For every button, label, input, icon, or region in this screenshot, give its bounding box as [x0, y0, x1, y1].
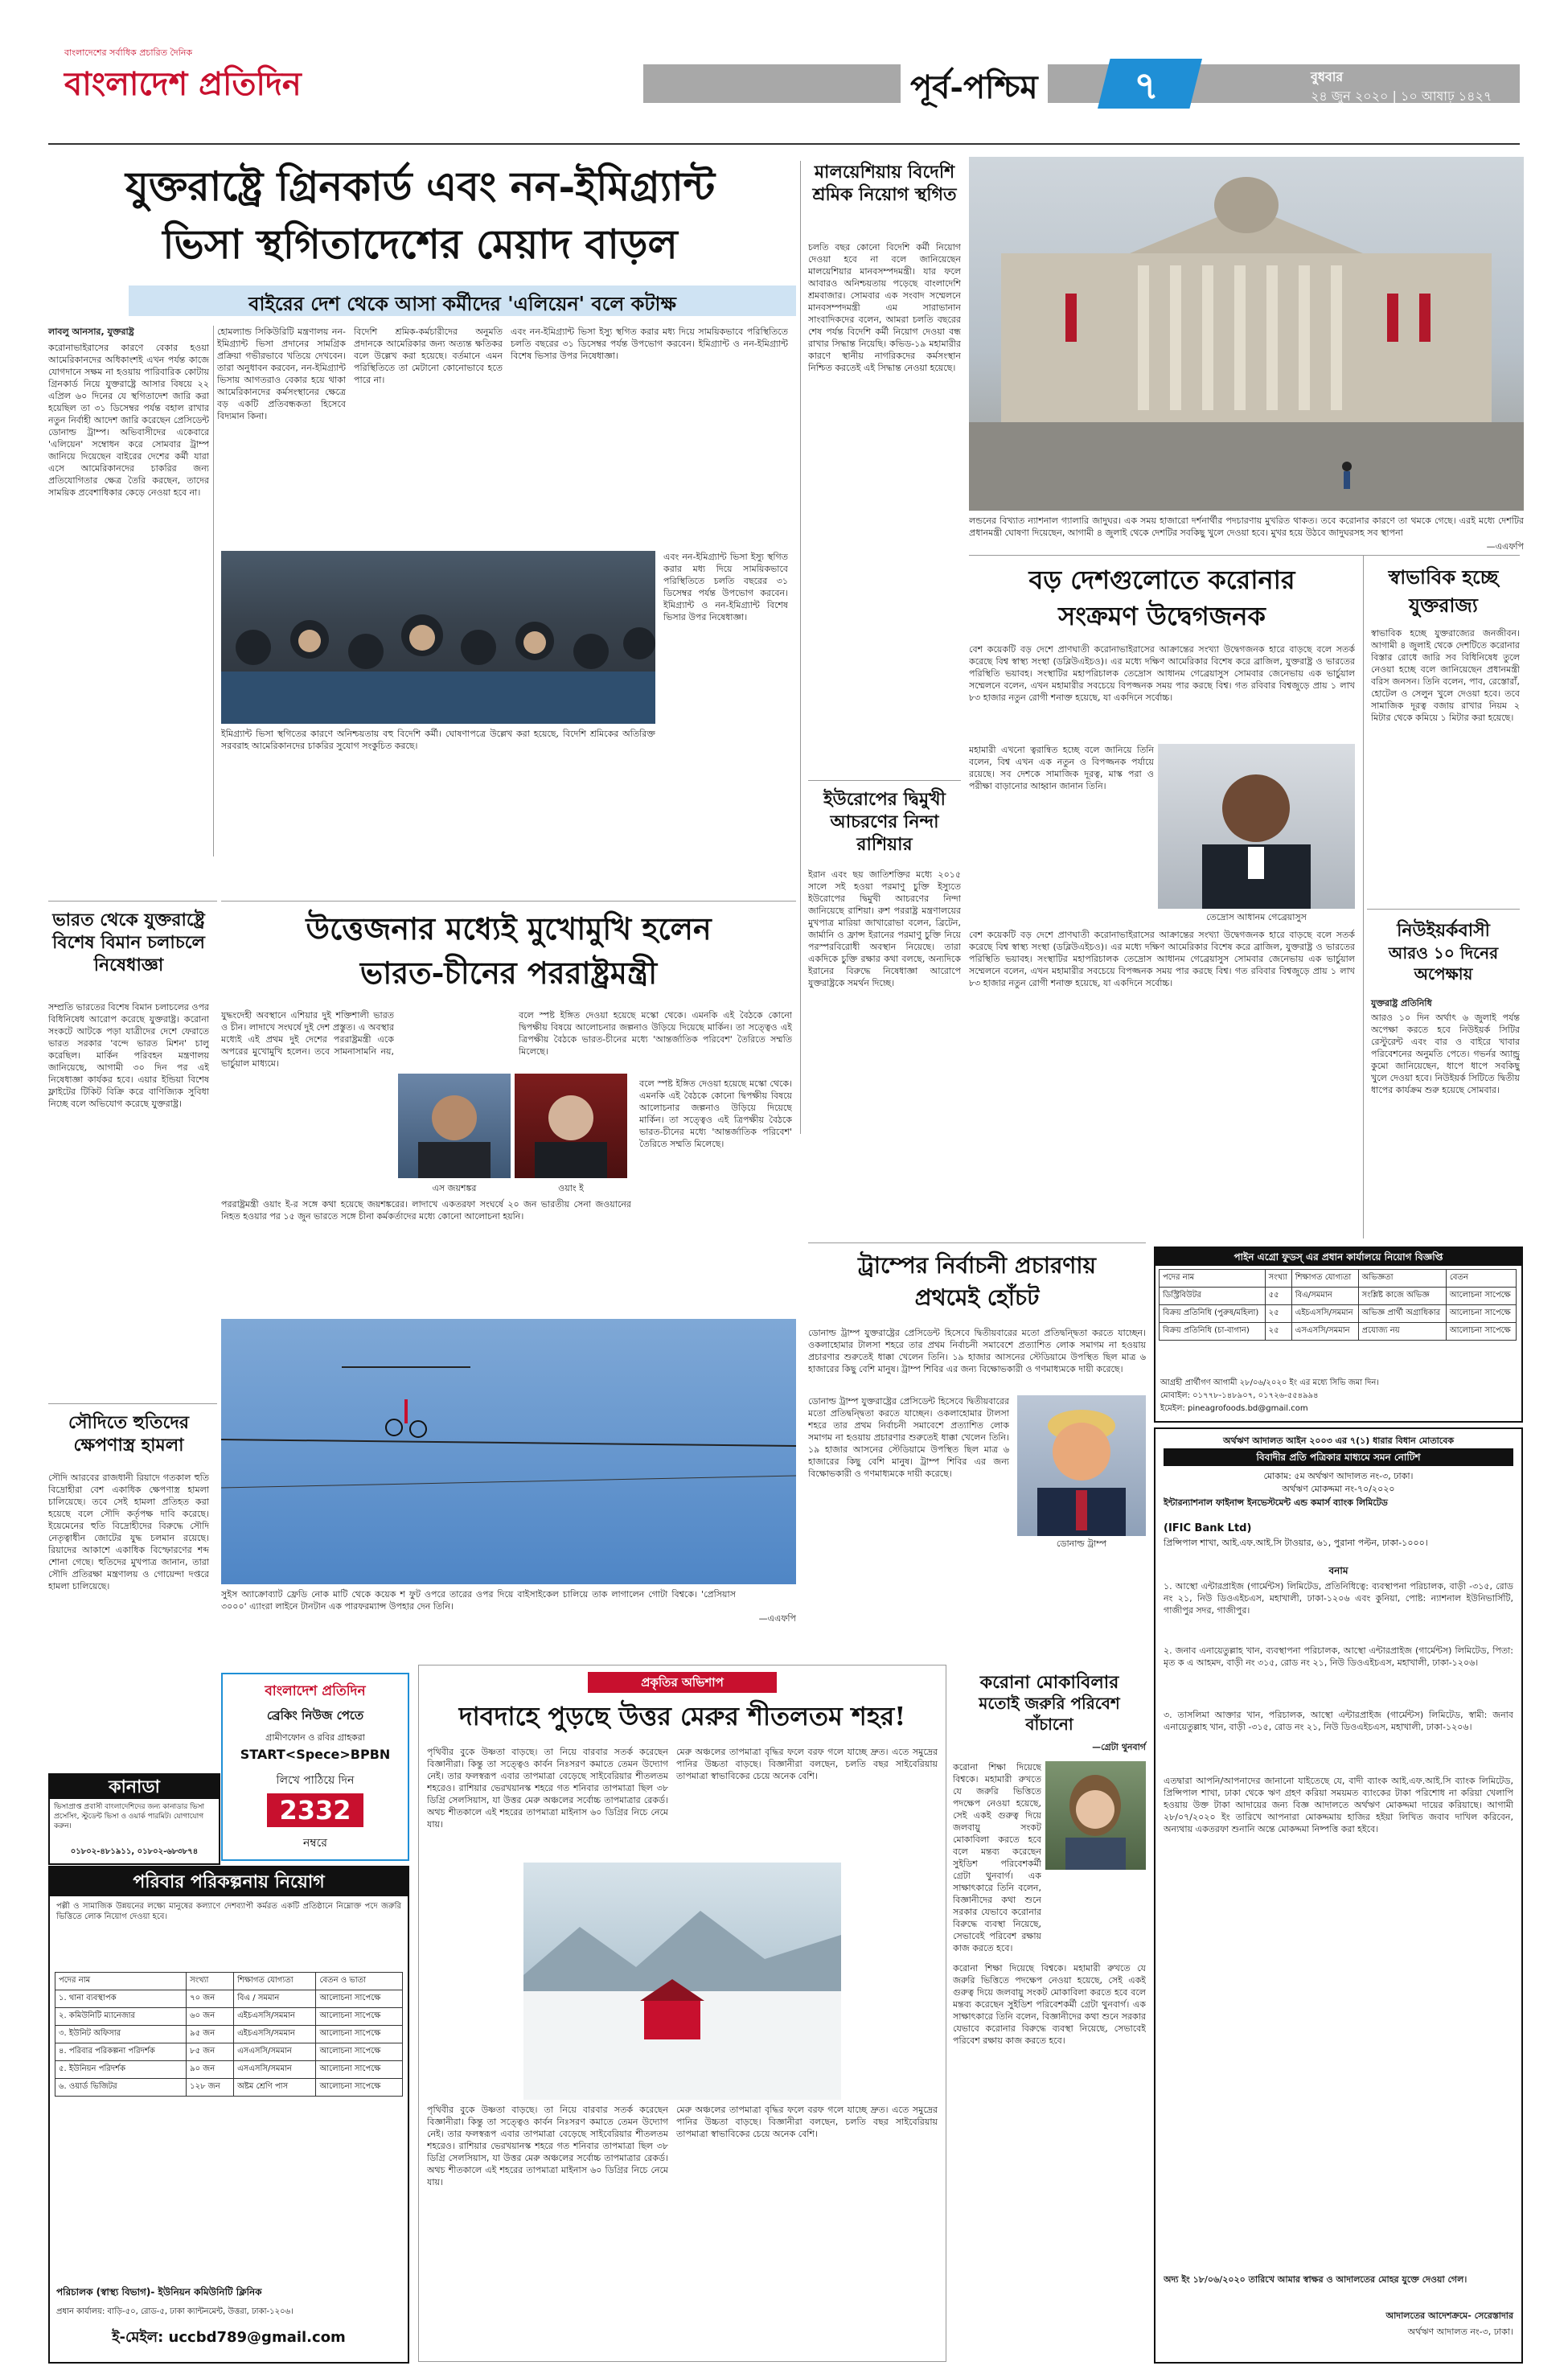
lead-headline-2: ভিসা স্থগিতাদেশের মেয়াদ বাড়ল: [162, 220, 678, 268]
trump-caption: ডোনাল্ড ট্রাম্প: [1056, 1538, 1107, 1549]
india-china-body-2: বলে স্পষ্ট ইঙ্গিত দেওয়া হয়েছে মস্কো থেকে। এমনকি এই বৈঠকে কোনো দ্বিপক্ষীয় বিষয়ে আলোচনার জল্পনাও উড়িয়ে দিয়েছে মার্কিন। তা সত্ত্বেও এই ত্রিপক্ষীয় বৈঠকে ভারত-চীনের মধ্যে 'আন্তর্জাতিক পরিবেশ' তৈরিতে সম্মতি মিলেছে।: [519, 1010, 792, 1057]
who-headline-1: বড় দেশগুলোতে করোনার: [1028, 565, 1295, 595]
table-cell: অষ্টম শ্রেণি পাস: [234, 2079, 316, 2097]
legal-defendant-2: ২. জনাব এনায়েতুল্লাহ খান, ব্যবস্থাপনা পরিচালক, আস্থো এন্টারপ্রাইজ (গার্মেন্টস) লিমিটেড, পিতা: মৃত ক এ আহমদ, বাড়ী নং ৩১৫, রোড নং ২১, নিউ ডিওএইচএস, মহাখালী, ঢাকা-১২০৬।: [1164, 1645, 1513, 1668]
who-body-col1: মহামারী এখনো ত্বরান্বিত হচ্ছে বলে জানিয়ে তিনি বলেন, বিশ্ব এখন এক নতুন ও বিপজ্জনক পর্যায়ে রয়েছে। সব দেশকে সামাজিক দূরত্ব, মাস্ক পরা ও পরীক্ষা বাড়ানোর আহ্বান জানান তিনি।: [969, 745, 1154, 791]
gallery-credit: —এএফপি: [1486, 541, 1524, 552]
promo-line1: ব্রেকিং নিউজ পেতে: [266, 1708, 364, 1723]
crowd-photo-caption: ইমিগ্র্যান্ট ভিসা স্থগিতের কারণে অনিশ্চয়তায় বহু বিদেশি কর্মী। ঘোষণাপত্রে উল্লেখ করা হয়েছে, বিদেশি শ্রমিকের অতিরিক্ত সরবরাহ আমেরিকানদের চাকরির সুযোগ সংকুচিত করছে।: [221, 729, 655, 751]
promo-number: 2332: [267, 1793, 363, 1827]
crowd-photo: [221, 551, 655, 724]
canada-body: ভিসাপ্রাপ্ত প্রবাসী বাংলাদেশিদের জন্য কানাডার ভিসা প্রসেসিং, স্টুডেন্ট ভিসা ও ওয়ার্ক পারমিট। যোগাযোগ করুন।: [54, 1803, 205, 1830]
table-cell: ৫৫: [1265, 1288, 1291, 1305]
table-cell: ২৫: [1265, 1305, 1291, 1323]
table-cell: আলোচনা সাপেক্ষে: [316, 2008, 403, 2026]
table-cell: ৯৫ জন: [187, 2026, 234, 2043]
india-china-body-1: যুদ্ধংদেহী অবস্থানে এশিয়ার দুই শক্তিশালী ভারত ও চীন। লাদাখে সংঘর্ষে দুই দেশ প্রস্তুত। এ অবস্থার মধ্যেই এই প্রথম দুই দেশের পররাষ্ট্রমন্ত্রী একে অপরের মুখোমুখি হলেন। তবে সামনাসামনি নয়, ভার্চুয়াল মাধ্যমে।: [221, 1010, 394, 1069]
greta-headline-1: করোনা মোকাবিলার: [979, 1672, 1119, 1693]
cyclist-caption: সুইস অ্যাক্রোব্যাট ফ্রেডি নোক মাটি থেকে কয়েক শ ফুট ওপরে তারের ওপর দিয়ে বাইসাইকেল চালিয়ে তাক লাগালেন গোটা বিশ্বকে। 'প্রেসিয়াস ৩০০০' এ্যাংরা লাইনে টানটান এক পারফরম্যান্স উপহার দেন তিনি।: [221, 1589, 736, 1612]
india-china-body-4: বলে স্পষ্ট ইঙ্গিত দেওয়া হয়েছে মস্কো থেকে। এমনকি এই বৈঠকে কোনো দ্বিপক্ষীয় বিষয়ে আলোচনার জল্পনাও উড়িয়ে দিয়েছে মার্কিন। তা সত্ত্বেও এই ত্রিপক্ষীয় বৈঠকে ভারত-চীনের মধ্যে 'আন্তর্জাতিক পরিবেশ' তৈরিতে সম্মতি মিলেছে।: [639, 1078, 792, 1149]
legal-date: অদ্য ইং ১৮/০৬/২০২০ তারিখে আমার স্বাক্ষর ও আদালতের মোহর যুক্তে দেওয়া গেল।: [1164, 2274, 1467, 2285]
table-row: [55, 2008, 403, 2026]
masthead-divider: [48, 143, 1520, 145]
pine-agro-ad: [1154, 1247, 1523, 1423]
table-cell: আলোচনা সাপেক্ষে: [316, 1990, 403, 2008]
table-cell: এইচএসসি/সমমান: [1291, 1305, 1358, 1323]
ny-headline-1: নিউইয়র্কবাসী: [1397, 920, 1490, 941]
who-body: বেশ কয়েকটি বড় দেশে প্রাণঘাতী করোনাভাইরাসের আক্রান্তের সংখ্যা উদ্বেগজনক হারে বাড়ছে বলে সতর্ক করেছে বিশ্ব স্বাস্থ্য সংস্থা (ডব্লিউএইচও)। এর মধ্যে দক্ষিণ আমেরিকার বিশেষ করে ব্রাজিল, যুক্তরাষ্ট্র ও ভারতের পরিস্থিতি ভয়াবহ। সংস্থাটির মহাপরিচালক তেদ্রোস আধানম গেব্রেয়াসুস সোমবার জেনেভায় এক ভার্চুয়াল সম্মেলনে বলেন, এখন মহামারীর সবচেয়ে বিপজ্জনক সময় পার করছে বিশ্ব। গত রবিবার বিশ্বজুড়ে প্রায় ১ লাখ ৮৩ হাজার নতুন রোগী শনাক্ত হয়েছে, যা একদিনে সর্বোচ্চ।: [969, 644, 1355, 703]
crowd-illustration: [221, 551, 655, 724]
promo-line2: গ্রামীণফোন ও রবির গ্রাহকরা: [265, 1732, 365, 1743]
legal-plaintiff: ইন্টারন্যাশনাল ফাইনান্স ইনভেস্টমেন্ট এন্ড কমার্স ব্যাংক লিমিটেড: [1164, 1497, 1388, 1508]
table-header: শিক্ষাগত যোগ্যতা: [1291, 1270, 1358, 1288]
fp-address: প্রধান কার্যালয়: বাড়ি-৫০, রোড-৫, ঢাকা ক্যান্টনমেন্ট, উত্তরা, ঢাকা-১২০৬।: [56, 2307, 293, 2316]
table-cell: আলোচনা সাপেক্ষে: [1446, 1305, 1516, 1323]
table-cell: ৬. ওয়ার্ড ভিজিটর: [55, 2079, 187, 2097]
arctic-illustration: [523, 1863, 841, 2100]
jaishankar-photo: [398, 1074, 511, 1178]
india-usa-body: সম্প্রতি ভারতের বিশেষ বিমান চলাচলের ওপর বিধিনিষেধ আরোপ করেছে যুক্তরাষ্ট্র। করোনা সংকটে আটকে পড়া যাত্রীদের দেশে ফেরাতে ভারত সরকার 'বন্দে ভারত মিশন' চালু করেছিল। মার্কিন পরিবহন মন্ত্রণালয় জানিয়েছে, আগামী ৩০ দিন পর এই নিষেধাজ্ঞা কার্যকর হবে। এয়ার ইন্ডিয়া বিশেষ ফ্লাইটের টিকিট বিক্রি করে বাণিজ্যিক সুবিধা নিচ্ছে বলে অভিযোগ করেছে যুক্তরাষ্ট্র।: [48, 1002, 209, 1109]
table-header: সংখ্যা: [187, 1973, 234, 1990]
table-row: [1160, 1323, 1517, 1341]
greta-headline-2: মতোই জরুরি পরিবেশ বাঁচানো: [979, 1694, 1120, 1734]
table-header: বেতন ও ভাতা: [316, 1973, 403, 1990]
table-cell: আলোচনা সাপেক্ষে: [316, 2061, 403, 2079]
trump-headline-1: ট্রাম্পের নির্বাচনী প্রচারণায়: [858, 1252, 1096, 1279]
europe-russia-headline: ইউরোপের দ্বিমুখী আচরণের নিন্দা রাশিয়ার: [823, 789, 946, 855]
logo-tagline: বাংলাদেশের সর্বাধিক প্রচারিত দৈনিক: [64, 47, 193, 58]
cyclist-credit: —এএফপি: [758, 1613, 796, 1624]
wang-yi-caption: ওয়াং ই: [558, 1183, 584, 1193]
table-row: [55, 2061, 403, 2079]
table-cell: অভিজ্ঞ প্রার্থী অগ্রাধিকার: [1358, 1305, 1446, 1323]
table-header: অভিজ্ঞতা: [1358, 1270, 1446, 1288]
saudi-body: সৌদি আরবের রাজধানী রিয়াদে গতকাল হুতি বিদ্রোহীরা বেশ একাধিক ক্ষেপণাস্ত্র হামলা চালিয়েছে। তবে সেই হামলা প্রতিহত করা হয়েছে বলে সৌদি কর্তৃপক্ষ দাবি করেছে। ইয়েমেনের হুতি বিদ্রোহীদের বিরুদ্ধে সৌদি নেতৃত্বাধীন জোটের যুদ্ধ চলমান রয়েছে। রিয়াদের আকাশে একাধিক বিস্ফোরণের শব্দ শোনা গেছে। হুতিদের মুখপাত্র জানান, তারা সৌদি প্রতিরক্ষা মন্ত্রণালয় ও গোয়েন্দা দপ্তরে হামলা চালিয়েছে।: [48, 1472, 209, 1592]
national-gallery-photo: [969, 157, 1524, 511]
table-cell: এইচএসসি/সমমান: [234, 2026, 316, 2043]
table-cell: বিক্রয় প্রতিনিধি (পুরুষ/মহিলা): [1160, 1305, 1266, 1323]
table-cell: ৪. পরিবার পরিকল্পনা পরিদর্শক: [55, 2043, 187, 2061]
table-cell: বিক্রয় প্রতিনিধি (চা-বাগান): [1160, 1323, 1266, 1341]
rule: [800, 161, 801, 1134]
tedros-caption: তেদ্রোস আধানম গেব্রেয়াসুস: [1206, 912, 1307, 922]
legal-defendant-3: ৩. তাসলিমা আক্তার খান, পরিচালক, আস্থো এন্টারপ্রাইজ (গার্মেন্টস) লিমিটেড, স্বামী: জনাব এনায়েতুল্লাহ খান, বাড়ী -৩১৫, রোড নং ২১, নিউ ডিওএইচএস, মহাখালী, ঢাকা-১২০৬।: [1164, 1710, 1513, 1732]
promo-line4: লিখে পাঠিয়ে দিন: [276, 1774, 355, 1787]
trump-body-col1: ডোনাল্ড ট্রাম্প যুক্তরাষ্ট্রের প্রেসিডেন্ট হিসেবে দ্বিতীয়বারের মতো প্রতিদ্বন্দ্বিতা করতে যাচ্ছেন। ওকলাহোমার টালসা শহরে তার প্রথম নির্বাচনী সমাবেশে প্রত্যাশিত লোক সমাগম না হওয়ায় প্রচারণার শুরুতেই ধাক্কা খেলেন তিনি। ১৯ হাজার আসনের স্টেডিয়ামে উপস্থিত ছিল মাত্র ৬ হাজারের কিছু বেশি মানুষ। ট্রাম্প শিবির এর জন্য বিক্ষোভকারী ও গণমাধ্যমকে দায়ী করেছে।: [808, 1396, 1009, 1479]
arctic-body-col1: পৃথিবীর বুকে উষ্ণতা বাড়ছে। তা নিয়ে বারবার সতর্ক করেছেন বিজ্ঞানীরা। কিন্তু তা সত্ত্বেও কার্বন নিঃসরণ কমাতে তেমন উদ্যোগ নেই। তার ফলস্বরূপ এবার তাপমাত্রা বেড়েছে সাইবেরিয়ার শীতলতম শহরেও। রাশিয়ার ভেরখয়ানস্ক শহরে গত শনিবার তাপমাত্রা ছিল ৩৮ ডিগ্রি সেলসিয়াস, যা উত্তর মেরু অঞ্চলের সর্বোচ্চ তাপমাত্রার রেকর্ড। অথচ শীতকালে এই শহরের তাপমাত্রা মাইনাস ৬০ ডিগ্রির নিচে নেমে যায়।: [427, 1747, 668, 1830]
lead-body-col5: এবং নন-ইমিগ্র্যান্ট ভিসা ইস্যু স্থগিত করার মধ্য দিয়ে সাময়িকভাবে পরিস্থিতিতে চলতি বছরের ৩১ ডিসেম্বর পর্যন্ত উপভোগ করবেন। ইমিগ্র্যান্ট ও নন-ইমিগ্র্যান্ট বিশেষ ভিসার উপর নিষেধাজ্ঞা।: [663, 552, 788, 622]
arctic-photo: [523, 1863, 841, 2100]
europe-russia-body: ইরান এবং ছয় জাতিশক্তির মধ্যে ২০১৫ সালে সই হওয়া পরমাণু চুক্তি ইস্যুতে ইউরোপের দ্বিমুখী আচরণের নিন্দা জানিয়েছে রাশিয়া। রুশ পররাষ্ট্র মন্ত্রণালয়ের মুখপাত্র মারিয়া জাখারোভা বলেন, ব্রিটেন, জার্মানি ও ফ্রান্স ইরানের পরমাণু চুক্তি নিয়ে পরস্পরবিরোধী অবস্থান নিয়েছে। তারা একদিকে চুক্তি রক্ষার কথা বলছে, অন্যদিকে ইরানের বিরুদ্ধে নিষেধাজ্ঞা আরোপে যুক্তরাষ্ট্রকে সমর্থন দিচ্ছে।: [808, 869, 961, 988]
ny-body: আরও ১০ দিন অর্থাৎ ৬ জুলাই পর্যন্ত অপেক্ষা করতে হবে নিউইয়র্ক সিটির রেস্টুরেন্ট এবং বার ও বাইরে খাবার পরিবেশনের অনুমতি পেতে। গভর্নর অ্যান্ড্রু কুমো জানিয়েছেন, ধাপে ধাপে সবকিছু খুলে দেওয়া হবে। নিউইয়র্ক সিটিতে দ্বিতীয় ধাপের কার্যক্রম শুরু হয়েছে সোমবার।: [1371, 1012, 1520, 1095]
pine-agro-title: পাইন এগ্রো ফুডস্ এর প্রধান কার্যালয়ে নিয়োগ বিজ্ঞপ্তি: [1155, 1248, 1521, 1266]
table-header: পদের নাম: [55, 1973, 187, 1990]
table-cell: এইচএসসি/সমমান: [234, 2008, 316, 2026]
who-headline-2: সংক্রমণ উদ্বেগজনক: [1058, 601, 1266, 631]
promo-line5: নম্বরে: [303, 1837, 327, 1850]
lead-body-col1: করোনাভাইরাসের কারণে বেকার হওয়া আমেরিকানদের অধিকাংশই এখন পর্যন্ত কাজে যোগদানে সক্ষম না হওয়ায় পারিবারিক কোটায় গ্রিনকার্ড নিয়ে যুক্তরাষ্ট্রে আসার বিষয়ে ২২ এপ্রিল ৬০ দিনের যে স্থগিতাদেশ জারি করা হয়েছিল তা ৩১ ডিসেম্বর পর্যন্ত বহাল রাখার নতুন নির্বাহী আদেশ জারি করেছেন প্রেসিডেন্ট ডোনাল্ড ট্রাম্প। অভিবাসীদের একেবারে 'এলিয়েন' সম্বোধন করে সোমবার ট্রাম্প জানিয়ে দিয়েছেন বাইরের দেশের কর্মী যারা এসে আমেরিকানদের চাকরির জন্য প্রতিযোগিতার ক্ষেত্র তৈরি করছেন, তাদের সাময়িক প্রবেশাধিকার কেড়ে নেওয়া হবে না।: [48, 343, 209, 498]
canada-phone: ০১৮০২-৪৮১৯১১, ০১৮০২-৬৮৩৮৭৪: [70, 1847, 199, 1856]
legal-body: এতদ্বারা আপনি/আপনাদের জানানো যাইতেছে যে, বাদী ব্যাংক আই.এফ.আই.সি ব্যাংক লিমিটেড, প্রিন্সিপাল শাখা, ঢাকা থেকে ঋণ গ্রহণ করিয়া সময়মত ব্যাংকের টাকা পরিশোধ না করিয়া খেলাপি হওয়ায় উক্ত টাকা আদায়ের জন্য বিজ্ঞ আদালতে অর্থঋণ মোকদ্দমা দায়ের করিয়াছে। আগামী ২৮/০৭/২০২০ ইং তারিখে আপনারা মোকদ্দমায় হাজির হইয়া লিখিত জবাব দাখিল করিবেন, অন্যথায় একতরফা শুনানি অন্তে মোকদ্দমা নিষ্পত্তি করা হইবে।: [1164, 1776, 1513, 1834]
fp-intro: পল্লী ও সামাজিক উন্নয়নের লক্ষ্যে মানুষের কল্যাণে দেশব্যাপী কর্মরত একটি প্রতিষ্ঠানে নিম্নোক্ত পদে জরুরি ভিত্তিতে লোক নিয়োগ দেওয়া হবে।: [56, 1902, 401, 1921]
gallery-illustration: [969, 157, 1524, 511]
greta-photo: [1045, 1761, 1146, 1870]
india-china-headline-2: ভারত-চীনের পররাষ্ট্রমন্ত্রী: [359, 955, 658, 991]
trump-headline-2: প্রথমেই হোঁচট: [914, 1284, 1040, 1311]
table-cell: আলোচনা সাপেক্ষে: [316, 2043, 403, 2061]
table-header: শিক্ষাগত যোগ্যতা: [234, 1973, 316, 1990]
table-cell: ৭০ জন: [187, 1990, 234, 2008]
legal-subtitle: বিবাদীর প্রতি পত্রিকার মাধ্যমে সমন নোটিশ: [1164, 1448, 1513, 1466]
table-cell: বিএ / সমমান: [234, 1990, 316, 2008]
rule: [1367, 909, 1520, 910]
table-cell: এসএসসি/সমমান: [234, 2043, 316, 2061]
promo-keyword: START<Spece>BPBN: [240, 1747, 391, 1762]
rule: [969, 555, 1520, 556]
rule: [221, 901, 796, 902]
arctic-box: [418, 1665, 946, 2362]
fp-table: [55, 1972, 403, 2097]
family-planning-ad: [48, 1866, 409, 2364]
canada-ad: [48, 1773, 220, 1865]
rule: [1363, 555, 1364, 1238]
arctic-body-col2: মেরু অঞ্চলের তাপমাত্রা বৃদ্ধির ফলে বরফ গলে যাচ্ছে দ্রুত। এতে সমুদ্রের পানির উচ্চতা বাড়ছে। বিজ্ঞানীরা বলছেন, চলতি বছর সাইবেরিয়ায় তাপমাত্রা স্বাভাবিকের চেয়ে অনেক বেশি।: [676, 1747, 938, 1781]
pine-agro-table: [1159, 1269, 1517, 1341]
table-cell: ১২৮ জন: [187, 2079, 234, 2097]
jaishankar-caption: এস জয়শঙ্কর: [432, 1183, 477, 1193]
masthead: [48, 44, 1520, 137]
newspaper-logo: বাংলাদেশ প্রতিদিন: [64, 65, 302, 103]
table-cell: ৮৫ জন: [187, 2043, 234, 2061]
cyclist-photo: [221, 1319, 796, 1584]
table-cell: এসএসসি/সমমান: [1291, 1323, 1358, 1341]
india-usa-headline: ভারত থেকে যুক্তরাষ্ট্রে বিশেষ বিমান চলাচলে নিষেধাজ্ঞা: [52, 910, 205, 975]
lead-byline: লাবলু আনসার, যুক্তরাষ্ট্র: [48, 327, 134, 337]
table-cell: সংশ্লিষ্ট কাজে অভিজ্ঞ: [1358, 1288, 1446, 1305]
table-cell: ৬০ জন: [187, 2008, 234, 2026]
arctic-body-col4: মেরু অঞ্চলের তাপমাত্রা বৃদ্ধির ফলে বরফ গলে যাচ্ছে দ্রুত। এতে সমুদ্রের পানির উচ্চতা বাড়ছে। বিজ্ঞানীরা বলছেন, চলতি বছর সাইবেরিয়ায় তাপমাত্রা স্বাভাবিকের চেয়ে অনেক বেশি।: [676, 2105, 938, 2139]
malaysia-body: চলতি বছর কোনো বিদেশি কর্মী নিয়োগ দেওয়া হবে না বলে জানিয়েছেন মালয়েশিয়ার মানবসম্পদমন্ত্রী। যার ফলে আবারও অনিশ্চয়তায় পড়েছে বাংলাদেশি শ্রমবাজার। সোমবার এক সংবাদ সম্মেলনে মানবসম্পদমন্ত্রী এম সারাভানান সাংবাদিকদের বলেন, আমরা চলতি বছরের শেষ পর্যন্ত বিদেশি কর্মী নিয়োগ দেওয়া বন্ধ রাখার সিদ্ধান্ত নিয়েছি। কভিড-১৯ মহামারীর কারণে স্থানীয় নাগরিকদের কর্মসংস্থান নিশ্চিত করতেই এই সিদ্ধান্ত নেওয়া হয়েছে।: [808, 242, 961, 373]
legal-branch: প্রিন্সিপাল শাখা, আই.এফ.আই.সি টাওয়ার, ৬১, পুরানা পল্টন, ঢাকা-১০০০।: [1164, 1538, 1428, 1548]
arctic-body-col3: পৃথিবীর বুকে উষ্ণতা বাড়ছে। তা নিয়ে বারবার সতর্ক করেছেন বিজ্ঞানীরা। কিন্তু তা সত্ত্বেও কার্বন নিঃসরণ কমাতে তেমন উদ্যোগ নেই। তার ফলস্বরূপ এবার তাপমাত্রা বেড়েছে সাইবেরিয়ার শীতলতম শহরেও। রাশিয়ার ভেরখয়ানস্ক শহরে গত শনিবার তাপমাত্রা ছিল ৩৮ ডিগ্রি সেলসিয়াস, যা উত্তর মেরু অঞ্চলের সর্বোচ্চ তাপমাত্রার রেকর্ড। অথচ শীতকালে এই শহরের তাপমাত্রা মাইনাস ৬০ ডিগ্রির নিচে নেমে যায়।: [427, 2105, 668, 2187]
table-row: [1160, 1305, 1517, 1323]
malaysia-headline: মালয়েশিয়ায় বিদেশি শ্রমিক নিয়োগ স্থগিত: [812, 162, 957, 205]
ny-headline-2: আরও ১০ দিনের অপেক্ষায়: [1388, 943, 1499, 984]
rule: [808, 780, 961, 781]
lead-body-col2: হোমল্যান্ড সিকিউরিটি মন্ত্রণালয় নন-ইমিগ্র্যান্ট ভিসা প্রদানের সামগ্রিক প্রক্রিয়া গভীরভাবে খতিয়ে দেখবেন। তারা অনুধাবন করবেন, নন-ইমিগ্র্যান্ট ভিসায় আগতরাও বেকার হয়ে থাকা আমেরিকানদের কর্মসংস্থানের ক্ষেত্রে বড় একটি প্রতিবন্ধকতা হিসেবে বিদ্যমান কিনা।: [217, 327, 346, 421]
legal-case: অর্থঋণ মোকদ্দমা নং-৭০/২০২০: [1282, 1484, 1395, 1494]
fp-email: ই-মেইল: uccbd789@gmail.com: [112, 2329, 346, 2346]
ny-byline: যুক্তরাষ্ট্র প্রতিনিধি: [1371, 998, 1432, 1008]
india-china-body-3: পররাষ্ট্রমন্ত্রী ওয়াং ই-র সঙ্গে কথা হয়েছে জয়শঙ্করের। লাদাখে একতরফা সংঘর্ষে ২০ জন ভারতীয় সেনা জওয়ানের নিহত হওয়ার পর ১৫ জুন ভারতে সঙ্গে চীনা কর্মকর্তাদের মধ্যে কোনো আলোচনা হয়নি।: [221, 1199, 631, 1222]
lead-body-col4: এবং নন-ইমিগ্র্যান্ট ভিসা ইস্যু স্থগিত করার মধ্য দিয়ে সাময়িকভাবে পরিস্থিতিতে চলতি বছরের ৩১ ডিসেম্বর পর্যন্ত উপভোগ করবেন। ইমিগ্র্যান্ট ও নন-ইমিগ্র্যান্ট বিশেষ ভিসার উপর নিষেধাজ্ঞা।: [511, 327, 788, 361]
rule: [213, 326, 214, 856]
tightrope-illustration: [221, 1319, 796, 1584]
legal-versus: বনাম: [1328, 1565, 1348, 1576]
table-cell: প্রযোজ্য নয়: [1358, 1323, 1446, 1341]
trump-photo: [1017, 1395, 1146, 1536]
legal-bank: (IFIC Bank Ltd): [1164, 1522, 1252, 1534]
table-cell: বিএ/সমমান: [1291, 1288, 1358, 1305]
lead-subhead: বাইরের দেশ থেকে আসা কর্মীদের 'এলিয়েন' বলে কটাক্ষ: [248, 292, 676, 315]
greta-byline: —গ্রেটা থুনবার্গ: [1092, 1742, 1146, 1752]
lead-body-col3: বিদেশি শ্রমিক-কর্মচারীদের অনুমতি প্রদানকে আমেরিকার জন্য অত্যন্ত ক্ষতিকর বলে উল্লেখ করা হয়েছে। বর্তমানে এমন পরিস্থিতিতে তা মেটানো কোনোভাবে হতে পারে না।: [354, 327, 503, 385]
pine-agro-phone: মোবাইল: ০১৭৭৮-১৪৮৯০৭, ০১৭২৬-৫৫৪৯৯৪: [1160, 1391, 1319, 1400]
legal-notice: [1154, 1427, 1523, 2364]
table-header: সংখ্যা: [1265, 1270, 1291, 1288]
table-cell: ২. কমিউনিটি ম্যানেজার: [55, 2008, 187, 2026]
lead-headline-1: যুক্তরাষ্ট্রে গ্রিনকার্ড এবং নন-ইমিগ্র্যান্ট: [125, 162, 716, 210]
uk-body: স্বাভাবিক হচ্ছে যুক্তরাজ্যের জনজীবন। আগামী ৪ জুলাই থেকে দেশটিতে করোনার বিস্তার রোধে জারি সব বিধিনিষেধ তুলে নেওয়া হচ্ছে বলে জানিয়েছেন প্রধানমন্ত্রী বরিস জনসন। তিনি বলেন, পাব, রেস্তোরাঁ, হোটেল ও সেলুন খুলে দেওয়া হবে। তবে সামাজিক দূরত্ব বজায় রাখার নিয়ম ২ মিটার থেকে কমিয়ে ১ মিটার করা হয়েছে।: [1371, 628, 1520, 723]
tedros-photo: [1158, 744, 1355, 909]
fp-title: পরিবার পরিকল্পনায় নিয়োগ: [50, 1867, 408, 1896]
gallery-caption: লন্ডনের বিখ্যাত ন্যাশনাল গ্যালারি জাদুঘর। এক সময় হাজারো দর্শনার্থীর পদচারণায় মুখরিত থাকত। তবে করোনার কারণে তা থমকে গেছে। এরই মধ্যে দেশটির প্রধানমন্ত্রী ঘোষণা দিয়েছেন, আগামী ৪ জুলাই থেকে দেশটির সবকিছু খুলে দেওয়া হবে। মুখর হয়ে উঠবে জাদুঘরসহ সব স্থাপনা: [969, 515, 1524, 538]
table-cell: আলোচনা সাপেক্ষে: [316, 2079, 403, 2097]
uk-headline-1: স্বাভাবিক হচ্ছে: [1388, 565, 1499, 589]
fp-footer: পরিচালক (স্বাস্থ্য বিভাগ)- ইউনিয়ন কমিউনিটি ক্লিনিক: [56, 2286, 262, 2298]
table-cell: ৯০ জন: [187, 2061, 234, 2079]
table-row: [1160, 1288, 1517, 1305]
arctic-kicker: প্রকৃতির অভিশাপ: [588, 1672, 777, 1693]
who-body-col2: বেশ কয়েকটি বড় দেশে প্রাণঘাতী করোনাভাইরাসের আক্রান্তের সংখ্যা উদ্বেগজনক হারে বাড়ছে বলে সতর্ক করেছে বিশ্ব স্বাস্থ্য সংস্থা (ডব্লিউএইচও)। এর মধ্যে দক্ষিণ আমেরিকার বিশেষ করে ব্রাজিল, যুক্তরাষ্ট্র ও ভারতের পরিস্থিতি ভয়াবহ। সংস্থাটির মহাপরিচালক তেদ্রোস আধানম গেব্রেয়াসুস সোমবার জেনেভায় এক ভার্চুয়াল সম্মেলনে বলেন, এখন মহামারীর সবচেয়ে বিপজ্জনক সময় পার করছে বিশ্ব। গত রবিবার বিশ্বজুড়ে প্রায় ১ লাখ ৮৩ হাজার নতুন রোগী শনাক্ত হয়েছে, যা একদিনে সর্বোচ্চ।: [969, 930, 1355, 988]
table-cell: ১. থানা ব্যবস্থাপক: [55, 1990, 187, 2008]
legal-defendant-1: ১. আস্থো এন্টারপ্রাইজ (গার্মেন্টস) লিমিটেড, প্রতিনিধিত্বে: ব্যবস্থাপনা পরিচালক, বাড়ী -৩১৫, রোড নং ২১, নিউ ডিওএইচএস, মহাখালী, ঢাকা-১২০৬ এবং কুনিয়া, পোষ্ট: ন্যাশনাল ইউনিভার্সিটি, গাজীপুর সদর, গাজীপুর।: [1164, 1581, 1513, 1616]
breaking-news-promo: [221, 1673, 409, 1861]
promo-logo: বাংলাদেশ প্রতিদিন: [265, 1683, 366, 1699]
pine-agro-email: ইমেইল: pineagrofoods.bd@gmail.com: [1160, 1404, 1308, 1413]
pine-agro-footer: আগ্রহী প্রার্থীগণ আগামী ২৮/০৬/২০২০ ইং এর মধ্যে সিভি জমা দিন।: [1160, 1378, 1379, 1387]
trump-body: ডোনাল্ড ট্রাম্প যুক্তরাষ্ট্রের প্রেসিডেন্ট হিসেবে দ্বিতীয়বারের মতো প্রতিদ্বন্দ্বিতা করতে যাচ্ছেন। ওকলাহোমার টালসা শহরে তার প্রথম নির্বাচনী সমাবেশে প্রত্যাশিত লোক সমাগম না হওয়ায় প্রচারণার শুরুতেই ধাক্কা খেলেন তিনি। ১৯ হাজার আসনের স্টেডিয়ামে উপস্থিত ছিল মাত্র ৬ হাজারের কিছু বেশি মানুষ। ট্রাম্প শিবির এর জন্য বিক্ষোভকারী ও গণমাধ্যমকে দায়ী করেছে।: [808, 1328, 1146, 1374]
table-row: [55, 1990, 403, 2008]
table-cell: ২৫: [1265, 1323, 1291, 1341]
saudi-headline: সৌদিতে হুতিদের ক্ষেপণাস্ত্র হামলা: [68, 1412, 189, 1456]
greta-body-col1: করোনা শিক্ষা দিয়েছে বিশ্বকে। মহামারী রুখতে যে জরুরি ভিত্তিতে পদক্ষেপ নেওয়া হয়েছে, সেই একই গুরুত্ব দিয়ে জলবায়ু সংকট মোকাবিলা করতে হবে বলে মন্তব্য করেছেন সুইডিশ পরিবেশকর্মী গ্রেটা থুনবার্গ। এক সাক্ষাৎকারে তিনি বলেন, বিজ্ঞানীদের কথা শুনে সরকার যেভাবে করোনার বিরুদ্ধে ব্যবস্থা নিয়েছে, সেভাবেই পরিবেশ রক্ষায় কাজ করতে হবে।: [953, 1762, 1041, 1953]
table-cell: আলোচনা সাপেক্ষে: [1446, 1288, 1516, 1305]
table-cell: ৩. ইউনিট অফিসার: [55, 2026, 187, 2043]
table-header: পদের নাম: [1160, 1270, 1266, 1288]
masthead-date: ২৪ জুন ২০২০ | ১০ আষাঢ় ১৪২৭: [1311, 88, 1492, 104]
canada-title: কানাডা: [50, 1775, 219, 1799]
india-china-headline-1: উত্তেজনার মধ্যেই মুখোমুখি হলেন: [306, 910, 712, 947]
table-cell: ডিস্ট্রিবিউটর: [1160, 1288, 1266, 1305]
arctic-headline: দাবদাহে পুড়ছে উত্তর মেরুর শীতলতম শহর!: [458, 1701, 906, 1731]
legal-court: মোকাম: ৫ম অর্থঋণ আদালত নং-৩, ঢাকা।: [1263, 1471, 1414, 1481]
table-cell: ৫. ইউনিয়ন পরিদর্শক: [55, 2061, 187, 2079]
legal-title: অর্থঋণ আদালত আইন ২০০৩ এর ৭(১) ধারার বিধান মোতাবেক: [1222, 1435, 1455, 1446]
masthead-day: বুধবার: [1311, 69, 1344, 84]
table-header: বেতন: [1446, 1270, 1516, 1288]
rule: [808, 1242, 1146, 1243]
uk-headline-2: যুক্তরাজ্য: [1409, 594, 1478, 617]
legal-signer-court: অর্থঋণ আদালত নং-৩, ঢাকা।: [1407, 2327, 1513, 2337]
wang-yi-photo: [515, 1074, 627, 1178]
rule: [48, 1403, 217, 1404]
table-row: [55, 2079, 403, 2097]
rule: [48, 901, 217, 902]
table-cell: এসএসসি/সমমান: [234, 2061, 316, 2079]
section-title: পূর্ব-পশ্চিম: [901, 62, 1048, 116]
table-cell: আলোচনা সাপেক্ষে: [316, 2026, 403, 2043]
table-row: [55, 2026, 403, 2043]
greta-body-col2: করোনা শিক্ষা দিয়েছে বিশ্বকে। মহামারী রুখতে যে জরুরি ভিত্তিতে পদক্ষেপ নেওয়া হয়েছে, সেই একই গুরুত্ব দিয়ে জলবায়ু সংকট মোকাবিলা করতে হবে বলে মন্তব্য করেছেন সুইডিশ পরিবেশকর্মী গ্রেটা থুনবার্গ। এক সাক্ষাৎকারে তিনি বলেন, বিজ্ঞানীদের কথা শুনে সরকার যেভাবে করোনার বিরুদ্ধে ব্যবস্থা নিয়েছে, সেভাবেই পরিবেশ রক্ষায় কাজ করতে হবে।: [953, 1963, 1146, 2046]
page-number: ৭: [1134, 64, 1160, 109]
legal-signer: আদালতের আদেশক্রমে- সেরেস্তাদার: [1385, 2310, 1513, 2321]
table-cell: আলোচনা সাপেক্ষে: [1446, 1323, 1516, 1341]
table-row: [55, 2043, 403, 2061]
